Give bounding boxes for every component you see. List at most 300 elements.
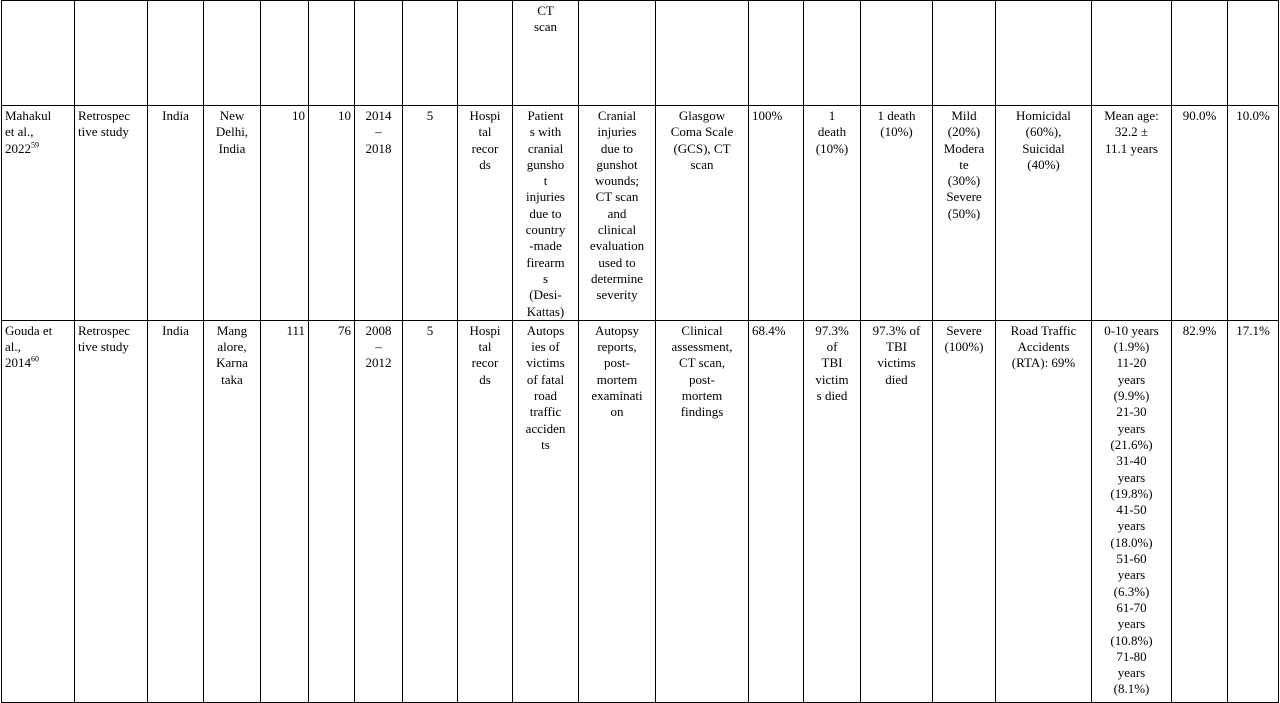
- cell-mechanism: [996, 106, 1092, 321]
- cell-text-line: [516, 323, 575, 339]
- cell-text-line: [1095, 372, 1168, 388]
- cell-text-line: [461, 339, 509, 355]
- cell-text-line: [582, 372, 652, 388]
- cell-text-line: [516, 3, 575, 19]
- cell-text-line: [807, 124, 857, 140]
- cell-text: Retrospec: [78, 108, 130, 123]
- cell-text-line: [1095, 486, 1168, 502]
- cell-text: (8.1%): [1113, 681, 1150, 697]
- cell-text-line: [1175, 108, 1224, 124]
- cell-text: 51-60: [1116, 551, 1147, 567]
- cell-design: [75, 106, 148, 321]
- cell-severity: [933, 1, 996, 106]
- cell-text: Cranial: [597, 108, 637, 123]
- cell-text-line: [659, 323, 745, 339]
- cell-text: (60%),: [1025, 124, 1062, 140]
- cell-text-line: [752, 108, 800, 124]
- cell-text-line: [516, 173, 575, 189]
- cell-severity: [933, 106, 996, 321]
- cell-text-line: [1095, 551, 1168, 567]
- cell-age: [1092, 320, 1172, 702]
- cell-injury-definition: [579, 1, 656, 106]
- cell-text-line: [807, 108, 857, 124]
- cell-text-line: [1095, 649, 1168, 665]
- cell-text: of fatal: [526, 371, 565, 387]
- cell-duration: [403, 320, 458, 702]
- cell-text-line: [1095, 518, 1168, 534]
- cell-text-line: [516, 108, 575, 124]
- cell-text-line: [582, 222, 652, 238]
- cell-text: Hospi: [469, 108, 501, 123]
- cell-text-line: [151, 323, 200, 339]
- cell-text: scan: [690, 156, 714, 172]
- cell-text: recor: [471, 140, 499, 156]
- cell-text-line: [1095, 567, 1168, 583]
- cell-text-line: [1095, 404, 1168, 420]
- cell-text: -made: [529, 238, 562, 254]
- cell-text-line: [1095, 453, 1168, 469]
- reference-number: 59: [31, 140, 39, 150]
- cell-text: injuries: [526, 189, 565, 205]
- cell-text: Autopsy: [594, 322, 640, 338]
- cell-text: recor: [471, 355, 499, 371]
- cell-text-line: [207, 141, 257, 157]
- cell-text-line: [807, 388, 857, 404]
- cell-text-line: [1095, 502, 1168, 518]
- cell-study: [2, 1, 75, 106]
- cell-text: years: [1117, 371, 1146, 387]
- cell-text-line: [516, 206, 575, 222]
- cell-text: (50%): [947, 205, 981, 221]
- cell-text: 5: [426, 108, 434, 123]
- cell-text-line: [516, 437, 575, 453]
- cell-text: 97.3%: [815, 322, 849, 338]
- cell-text-line: [582, 355, 652, 371]
- cell-text: (9.9%): [1113, 388, 1150, 404]
- cell-text-line: [1095, 108, 1168, 124]
- cell-text: 11-20: [1116, 355, 1147, 371]
- cell-text-line: [516, 19, 575, 35]
- cell-text-line: [516, 271, 575, 287]
- cell-text: road: [533, 388, 558, 404]
- cell-text: 82.9%: [1182, 322, 1217, 338]
- cell-text-line: [582, 108, 652, 124]
- cell-col-13: [749, 1, 804, 106]
- cell-sample-size: [261, 320, 309, 702]
- cell-text: 0-10 years: [1104, 322, 1159, 338]
- cell-data-source: [458, 320, 513, 702]
- cell-text: alore,: [217, 339, 247, 355]
- cell-text-line: [936, 339, 992, 355]
- cell-text: tive study: [78, 339, 129, 355]
- cell-text: Glasgow: [678, 108, 726, 123]
- cell-sample-size: [261, 106, 309, 321]
- cell-text: taka: [221, 371, 243, 387]
- cell-text-line: [1095, 339, 1168, 355]
- cell-text: Delhi,: [215, 124, 249, 140]
- cell-text-line: [864, 372, 929, 388]
- cell-text: victims: [877, 355, 916, 371]
- cell-text: 68.4%: [752, 322, 786, 338]
- cell-text: 111: [286, 322, 305, 338]
- cell-text-line: [358, 141, 399, 157]
- cell-population: [513, 320, 579, 702]
- cell-text: s: [542, 270, 549, 286]
- cell-age: [1092, 1, 1172, 106]
- cell-text-line: [461, 355, 509, 371]
- cell-text: Autops: [526, 322, 565, 338]
- cell-text-line: [1095, 323, 1168, 339]
- cell-col-13: [749, 106, 804, 321]
- cell-text-line: [516, 421, 575, 437]
- cell-severity: [933, 320, 996, 702]
- cell-text: ies of: [531, 339, 560, 355]
- cell-text: years: [1117, 616, 1146, 632]
- cell-injury-definition: [579, 106, 656, 321]
- cell-text: years: [1117, 518, 1146, 534]
- cell-text: 100%: [752, 108, 783, 123]
- cell-text-line: [1095, 470, 1168, 486]
- cell-text-line: [864, 108, 929, 124]
- cell-text-line: [78, 323, 144, 339]
- studies-table: [1, 0, 1279, 703]
- cell-text: (1.9%): [1113, 339, 1150, 355]
- cell-text-line: [582, 124, 652, 140]
- cell-design: [75, 1, 148, 106]
- cell-text-line: [582, 141, 652, 157]
- cell-female: [1228, 106, 1279, 321]
- cell-country: [148, 1, 204, 106]
- cell-text: Karna: [216, 355, 248, 371]
- cell-text: (10%): [880, 124, 913, 140]
- cell-text: Hospi: [469, 322, 501, 338]
- cell-text-line: [516, 124, 575, 140]
- cell-text-line: [358, 108, 399, 124]
- cell-text-line: [936, 124, 992, 140]
- cell-population: [513, 106, 579, 321]
- cell-text-line: [582, 157, 652, 173]
- cell-text: 2014: [365, 108, 392, 123]
- cell-text: 11.1 years: [1105, 140, 1158, 156]
- cell-text: 17.1%: [1236, 322, 1270, 338]
- cell-text-line: [1231, 323, 1275, 339]
- table-row: [2, 106, 1279, 321]
- cell-text-line: [936, 206, 992, 222]
- table-row: [2, 1, 1279, 106]
- cell-text-line: [582, 271, 652, 287]
- cell-text-line: [659, 388, 745, 404]
- cell-study-period: [355, 106, 403, 321]
- cell-text: tal: [478, 124, 492, 140]
- cell-text-line: [461, 124, 509, 140]
- cell-study: [2, 106, 75, 321]
- cell-mortality: [804, 320, 861, 702]
- cell-text-line: [582, 173, 652, 189]
- cell-text-line: [999, 157, 1088, 173]
- cell-text-line: [1095, 665, 1168, 681]
- cell-population: [513, 1, 579, 106]
- cell-text: gunshot: [596, 156, 638, 172]
- cell-text: years: [1117, 665, 1146, 681]
- cell-text-line: [516, 287, 575, 303]
- cell-text: examinati: [591, 388, 643, 404]
- cell-text-line: [936, 323, 992, 339]
- cell-text: 2022: [5, 140, 31, 156]
- cell-text-line: [936, 189, 992, 205]
- cell-text-line: [207, 372, 257, 388]
- cell-deaths: [861, 106, 933, 321]
- cell-text-line: [582, 206, 652, 222]
- cell-text: 2012: [365, 355, 392, 371]
- cell-text-line: [999, 124, 1088, 140]
- cell-text: 31-40: [1116, 453, 1147, 469]
- cell-text: CT: [537, 3, 554, 18]
- cell-text-line: [659, 124, 745, 140]
- cell-text-line: [1095, 681, 1168, 697]
- cell-text-line: [1175, 323, 1224, 339]
- cell-text: New: [219, 108, 245, 123]
- cell-tbi-cases: [309, 320, 355, 702]
- cell-text: wounds;: [594, 173, 640, 189]
- cell-text: acciden: [525, 420, 566, 436]
- cell-data-source: [458, 106, 513, 321]
- cell-text: 41-50: [1116, 502, 1147, 518]
- cell-text-line: [312, 108, 351, 124]
- cell-text-line: [516, 255, 575, 271]
- cell-text-line: [1095, 600, 1168, 616]
- cell-text: Mang: [216, 322, 248, 338]
- cell-text-line: [207, 355, 257, 371]
- cell-text: reports,: [597, 339, 637, 355]
- cell-deaths: [861, 320, 933, 702]
- cell-text: Severe: [946, 322, 982, 338]
- cell-text: CT scan,: [679, 355, 725, 371]
- cell-data-source: [458, 1, 513, 106]
- cell-text-line: [1095, 388, 1168, 404]
- cell-text-line: [516, 355, 575, 371]
- cell-text-line: [582, 404, 652, 420]
- cell-text: 10: [338, 108, 351, 123]
- cell-text: 5: [426, 322, 434, 338]
- cell-design: [75, 320, 148, 702]
- cell-assessment: [656, 1, 749, 106]
- cell-text: tal: [478, 339, 492, 355]
- cell-text-line: [659, 339, 745, 355]
- cell-text: post-: [689, 371, 715, 387]
- cell-text-line: [516, 372, 575, 388]
- cell-text-line: [752, 323, 800, 339]
- cell-text: assessment,: [671, 339, 733, 355]
- cell-text-line: [864, 355, 929, 371]
- cell-text: –: [375, 124, 382, 140]
- cell-text-line: [582, 238, 652, 254]
- cell-male: [1172, 106, 1228, 321]
- cell-text: victims: [526, 355, 565, 371]
- cell-text: 32.2 ±: [1114, 124, 1149, 140]
- cell-text-line: [1095, 421, 1168, 437]
- cell-text: 61-70: [1116, 599, 1147, 615]
- cell-female: [1228, 1, 1279, 106]
- cell-text-line: [461, 108, 509, 124]
- cell-text: te: [959, 156, 969, 172]
- cell-text: cranial: [527, 140, 564, 156]
- cell-text: 10.0%: [1236, 108, 1270, 123]
- cell-text-line: [264, 108, 305, 124]
- cell-text: (40%): [1027, 156, 1060, 172]
- cell-text: years: [1117, 420, 1146, 436]
- cell-text: TBI: [886, 339, 907, 355]
- cell-text: Coma Scale: [670, 124, 734, 140]
- cell-text-line: [151, 108, 200, 124]
- cell-text: ds: [479, 156, 491, 172]
- cell-text: Accidents: [1017, 339, 1070, 355]
- cell-text-line: [207, 124, 257, 140]
- cell-assessment: [656, 320, 749, 702]
- cell-text-line: [936, 157, 992, 173]
- cell-text-line: [516, 304, 575, 320]
- cell-text-line: [312, 323, 351, 339]
- cell-text-line: [516, 222, 575, 238]
- cell-text: s died: [816, 388, 848, 404]
- cell-duration: [403, 106, 458, 321]
- cell-text: ds: [479, 371, 491, 387]
- cell-text-line: [807, 323, 857, 339]
- cell-text-line: [1095, 535, 1168, 551]
- reference-number: 60: [31, 355, 39, 365]
- cell-text: (21.6%): [1110, 436, 1153, 452]
- cell-text-line: [5, 141, 71, 157]
- cell-text: mortem: [681, 388, 723, 404]
- cell-text: Homicidal: [1016, 108, 1071, 123]
- cell-text: tive study: [78, 124, 129, 140]
- cell-text-line: [582, 388, 652, 404]
- cell-text: due to: [529, 205, 562, 221]
- cell-text: years: [1117, 469, 1146, 485]
- cell-study-period: [355, 1, 403, 106]
- cell-mortality: [804, 1, 861, 106]
- cell-deaths: [861, 1, 933, 106]
- cell-col-13: [749, 320, 804, 702]
- cell-text: Road Traffic: [1010, 322, 1077, 338]
- cell-text-line: [807, 141, 857, 157]
- cell-text: 1 death: [877, 108, 916, 123]
- cell-text: ts: [541, 436, 550, 452]
- cell-text-line: [1095, 633, 1168, 649]
- cell-text: 71-80: [1116, 648, 1147, 664]
- cell-injury-definition: [579, 320, 656, 702]
- cell-text: (10.8%): [1110, 632, 1153, 648]
- cell-text-line: [807, 339, 857, 355]
- cell-text-line: [207, 323, 257, 339]
- cell-text: Kattas): [526, 303, 565, 319]
- cell-text-line: [582, 287, 652, 303]
- cell-text-line: [936, 173, 992, 189]
- cell-country: [148, 320, 204, 702]
- cell-text-line: [1095, 124, 1168, 140]
- cell-text-line: [207, 108, 257, 124]
- cell-text: findings: [680, 404, 724, 420]
- cell-text: (100%): [944, 339, 984, 355]
- cell-assessment: [656, 106, 749, 321]
- cell-text: 2018: [365, 140, 392, 156]
- cell-text: 97.3% of: [872, 322, 921, 338]
- cell-text-line: [5, 355, 71, 371]
- cell-text: 10: [292, 108, 305, 123]
- cell-text: Gouda et: [5, 322, 53, 338]
- cell-text-line: [461, 157, 509, 173]
- cell-text: Patient: [527, 108, 564, 123]
- cell-text-line: [461, 141, 509, 157]
- cell-text: –: [375, 339, 382, 355]
- cell-text: t: [543, 173, 548, 189]
- cell-study-period: [355, 320, 403, 702]
- cell-location: [204, 1, 261, 106]
- cell-text-line: [936, 141, 992, 157]
- cell-text-line: [207, 339, 257, 355]
- cell-text-line: [999, 323, 1088, 339]
- cell-text-line: [999, 339, 1088, 355]
- cell-text: clinical: [597, 222, 637, 238]
- cell-text-line: [516, 157, 575, 173]
- cell-text: years: [1117, 567, 1146, 583]
- cell-text: post-: [604, 355, 630, 371]
- cell-location: [204, 320, 261, 702]
- cell-text: scan: [533, 19, 558, 35]
- cell-text-line: [5, 108, 71, 124]
- cell-text-line: [461, 323, 509, 339]
- cell-text-line: [864, 339, 929, 355]
- cell-text-line: [358, 355, 399, 371]
- cell-text: Severe: [946, 189, 982, 205]
- cell-text: 2014: [5, 355, 31, 371]
- cell-text: India: [218, 140, 246, 156]
- cell-mortality: [804, 106, 861, 321]
- cell-text: severity: [596, 287, 638, 303]
- cell-text-line: [659, 355, 745, 371]
- cell-text-line: [78, 108, 144, 124]
- cell-text-line: [461, 372, 509, 388]
- cell-text-line: [1095, 141, 1168, 157]
- cell-text-line: [406, 323, 454, 339]
- cell-text: used to: [598, 254, 636, 270]
- cell-text-line: [999, 141, 1088, 157]
- cell-text: (GCS), CT: [673, 140, 731, 156]
- cell-male: [1172, 1, 1228, 106]
- cell-text-line: [999, 355, 1088, 371]
- cell-text-line: [358, 124, 399, 140]
- cell-text: s with: [529, 124, 562, 140]
- cell-text-line: [516, 404, 575, 420]
- cell-text-line: [406, 108, 454, 124]
- cell-text: al.,: [5, 339, 21, 355]
- cell-text-line: [659, 141, 745, 157]
- cell-text: (20%): [947, 124, 981, 140]
- cell-mechanism: [996, 320, 1092, 702]
- cell-text: country: [525, 222, 566, 238]
- cell-text: Mean age:: [1104, 108, 1159, 123]
- cell-text-line: [264, 323, 305, 339]
- cell-text: 2008: [365, 322, 392, 338]
- cell-text-line: [358, 323, 399, 339]
- cell-male: [1172, 320, 1228, 702]
- cell-duration: [403, 1, 458, 106]
- cell-text-line: [516, 141, 575, 157]
- cell-text: 21-30: [1116, 404, 1147, 420]
- cell-text: determine: [591, 270, 643, 286]
- cell-text: (19.8%): [1110, 485, 1153, 501]
- cell-text: 1: [828, 108, 836, 123]
- cell-mechanism: [996, 1, 1092, 106]
